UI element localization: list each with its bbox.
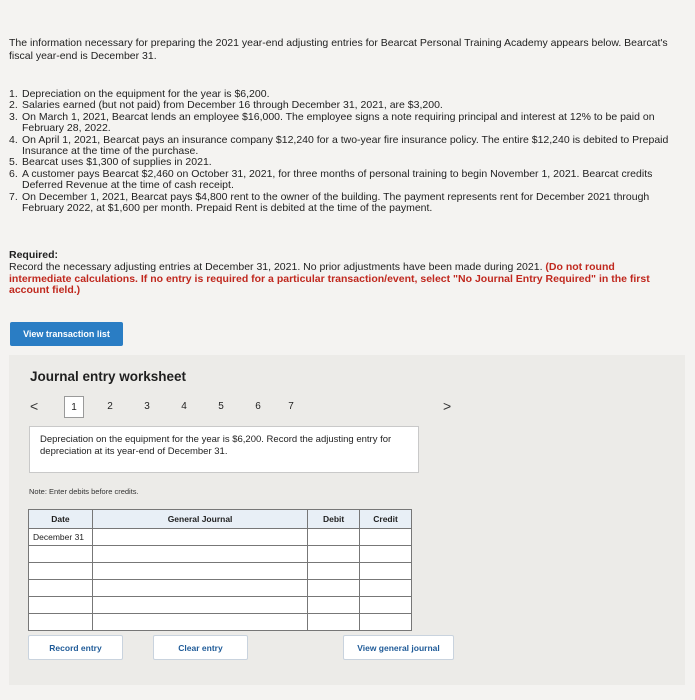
list-item <box>9 192 679 215</box>
debit-cell[interactable] <box>308 614 360 631</box>
credit-cell[interactable] <box>360 529 412 546</box>
tab-1[interactable]: 1 <box>64 396 84 418</box>
table-row <box>29 614 412 631</box>
date-cell[interactable] <box>29 580 93 597</box>
account-cell[interactable] <box>92 529 307 546</box>
date-column-header: Date <box>29 510 93 529</box>
tab-2[interactable]: 2 <box>107 400 113 412</box>
item-text: On December 1, 2021, Bearcat pays $4,800 rent to the owner of the building. The payment represents rent for December 2021 through February 2022, at $1,600 per month. Prepaid Rent is debited at the time of the payment. <box>22 190 650 215</box>
tab-3[interactable]: 3 <box>144 400 150 412</box>
required-section <box>9 250 679 297</box>
item-text: A customer pays Bearcat $2,460 on October 31, 2021, for three months of personal training to begin November 1, 2021. Bearcat credits Deferred Revenue at the time of cash receipt. <box>22 167 653 192</box>
date-cell[interactable] <box>29 563 93 580</box>
chevron-right-icon[interactable]: > <box>443 398 452 414</box>
date-cell[interactable] <box>29 546 93 563</box>
table-row <box>29 580 412 597</box>
debit-cell[interactable] <box>308 546 360 563</box>
required-label: Required: <box>9 249 59 261</box>
table-row <box>29 597 412 614</box>
item-text: Salaries earned (but not paid) from December 16 through December 31, 2021, are $3,200. <box>22 99 443 112</box>
tab-5[interactable]: 5 <box>218 400 224 412</box>
debit-cell[interactable] <box>308 529 360 546</box>
intro-text: The information necessary for preparing the 2021 year-end adjusting entries for Bearcat Personal Training Academy appears below. Bearcat's fiscal year-end is December 31. <box>9 37 668 62</box>
account-cell[interactable] <box>92 614 307 631</box>
tab-4[interactable]: 4 <box>181 400 187 412</box>
list-item <box>9 169 679 192</box>
view-transaction-list-button[interactable]: View transaction list <box>10 322 123 346</box>
worksheet-title: Journal entry worksheet <box>30 369 187 384</box>
worksheet-tabs <box>28 396 468 418</box>
credit-column-header: Credit <box>360 510 412 529</box>
record-entry-button[interactable]: Record entry <box>28 635 123 660</box>
item-text: Depreciation on the equipment for the year is $6,200. <box>22 88 270 100</box>
item-number: 1. <box>9 88 18 100</box>
tab-6[interactable]: 6 <box>255 400 261 412</box>
item-number: 4. <box>9 133 18 146</box>
credit-cell[interactable] <box>360 597 412 614</box>
item-number: 7. <box>9 190 18 203</box>
debit-cell[interactable] <box>308 580 360 597</box>
debit-cell[interactable] <box>308 597 360 614</box>
tab-7[interactable]: 7 <box>288 400 294 412</box>
debit-cell[interactable] <box>308 563 360 580</box>
credit-cell[interactable] <box>360 614 412 631</box>
account-cell[interactable] <box>92 563 307 580</box>
credit-cell[interactable] <box>360 563 412 580</box>
chevron-left-icon[interactable]: < <box>30 398 39 414</box>
transaction-list <box>9 89 679 214</box>
table-header-row <box>29 510 412 529</box>
entry-description: Depreciation on the equipment for the year is $6,200. Record the adjusting entry for depreciation at its year-end of December 31. <box>29 426 419 473</box>
item-text: On April 1, 2021, Bearcat pays an insurance company $12,240 for a two-year fire insurance policy. The entire $12,240 is debited to Prepaid Insurance at the time of the purchase. <box>22 133 669 158</box>
item-number: 2. <box>9 99 18 112</box>
account-cell[interactable] <box>92 580 307 597</box>
credit-cell[interactable] <box>360 580 412 597</box>
date-cell[interactable] <box>29 614 93 631</box>
required-text: Record the necessary adjusting entries at December 31, 2021. No prior adjustments have been made during 2021. <box>9 260 543 273</box>
clear-entry-button[interactable]: Clear entry <box>153 635 248 660</box>
list-item <box>9 135 679 158</box>
credit-cell[interactable] <box>360 546 412 563</box>
table-row <box>29 563 412 580</box>
date-cell[interactable]: December 31 <box>29 529 93 546</box>
item-number: 6. <box>9 167 18 180</box>
account-cell[interactable] <box>92 597 307 614</box>
entry-note: Note: Enter debits before credits. <box>29 487 139 496</box>
required-note: (Do not round intermediate calculations. If no entry is required for a particular transaction/event, select "No Journal Entry Required" in the first account field.) <box>9 260 650 297</box>
item-number: 3. <box>9 110 18 123</box>
table-row <box>29 546 412 563</box>
journal-column-header: General Journal <box>92 510 307 529</box>
item-text: On March 1, 2021, Bearcat lends an employee $16,000. The employee signs a note requiring principal and interest at 12% to be paid on February 28, 2022. <box>22 110 655 135</box>
table-row <box>29 529 412 546</box>
list-item <box>9 112 679 135</box>
date-cell[interactable] <box>29 597 93 614</box>
item-text: Bearcat uses $1,300 of supplies in 2021. <box>22 156 212 169</box>
view-general-journal-button[interactable]: View general journal <box>343 635 454 660</box>
journal-table <box>28 509 412 631</box>
item-number: 5. <box>9 156 18 169</box>
debit-column-header: Debit <box>308 510 360 529</box>
account-cell[interactable] <box>92 546 307 563</box>
